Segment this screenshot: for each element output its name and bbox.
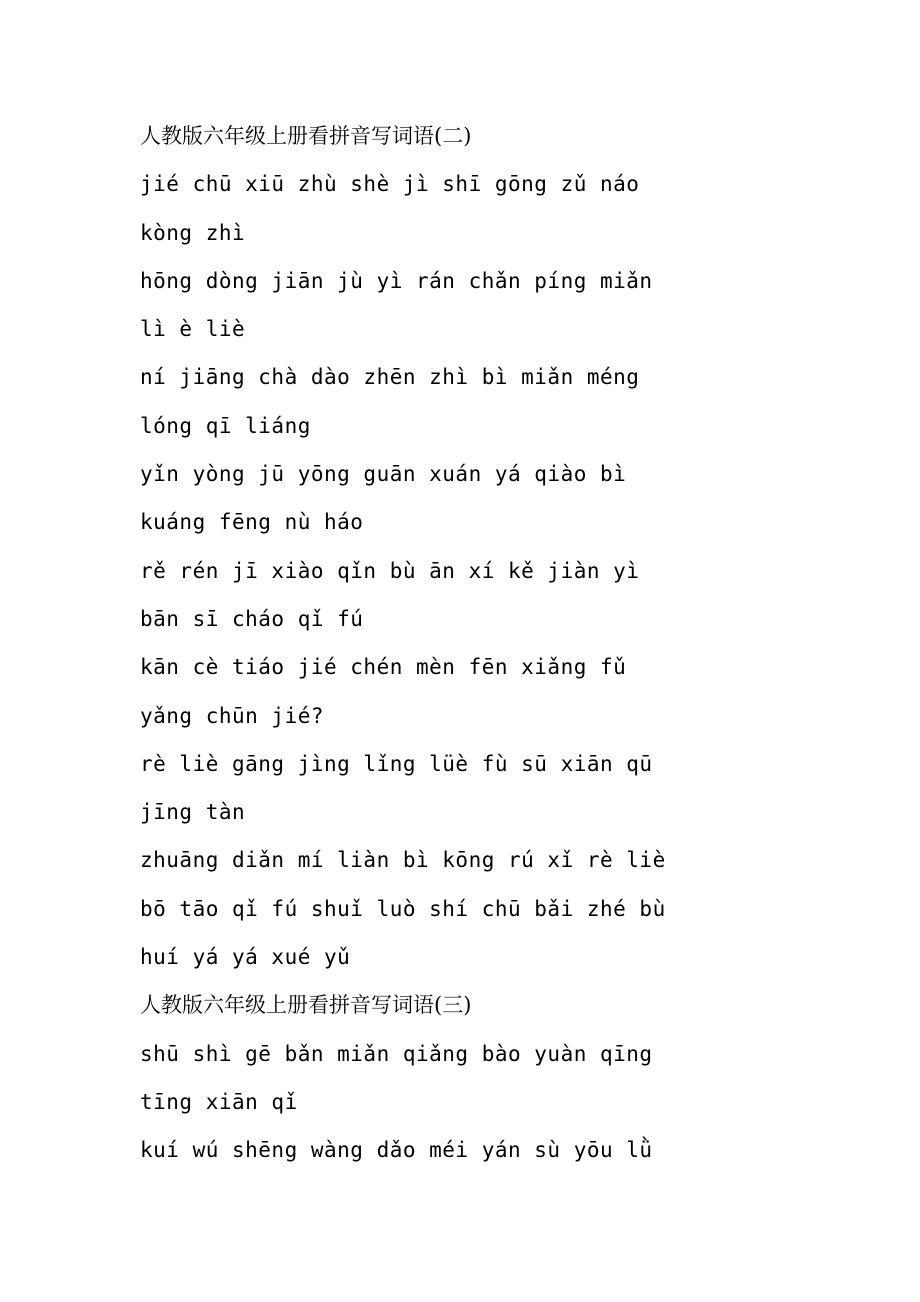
pinyin-line: rè liè gāng jìng lǐng lüè fù sū xiān qū [140,751,653,776]
pinyin-line: bān sī cháo qǐ fú [140,606,364,631]
pinyin-line: jīng tàn [140,800,246,825]
pinyin-line: kòng zhì [140,220,246,245]
pinyin-line: yǐn yòng jū yōng guān xuán yá qiào bì [140,462,627,487]
pinyin-line: lì è liè [140,317,246,342]
pinyin-line: tīng xiān qǐ [140,1089,298,1114]
section-heading: 人教版六年级上册看拼音写词语(二) [140,124,472,148]
pinyin-line: kuáng fēng nù háo [140,510,364,535]
pinyin-line: lóng qī liáng [140,413,311,438]
document-body [140,112,820,1175]
pinyin-line: kuí wú shēng wàng dǎo méi yán sù yōu lǜ [140,1138,653,1163]
pinyin-line: jié chū xiū zhù shè jì shī gōng zǔ náo [140,172,640,197]
pinyin-line: ní jiāng chà dào zhēn zhì bì miǎn méng [140,365,640,390]
section-heading: 人教版六年级上册看拼音写词语(三) [140,993,472,1018]
pinyin-line: yǎng chūn jié? [140,703,325,728]
pinyin-line: huí yá yá xué yǔ [140,945,351,970]
pinyin-line: kān cè tiáo jié chén mèn fēn xiǎng fǔ [140,655,627,680]
pinyin-line: zhuāng diǎn mí liàn bì kōng rú xǐ rè liè [140,848,666,873]
pinyin-line: shū shì gē bǎn miǎn qiǎng bào yuàn qīng [140,1041,653,1066]
pinyin-line: hōng dòng jiān jù yì rán chǎn píng miǎn [140,268,653,293]
pinyin-line: rě rén jī xiào qǐn bù ān xí kě jiàn yì [140,558,640,583]
pinyin-line: bō tāo qǐ fú shuǐ luò shí chū bǎi zhé bù [140,896,666,921]
